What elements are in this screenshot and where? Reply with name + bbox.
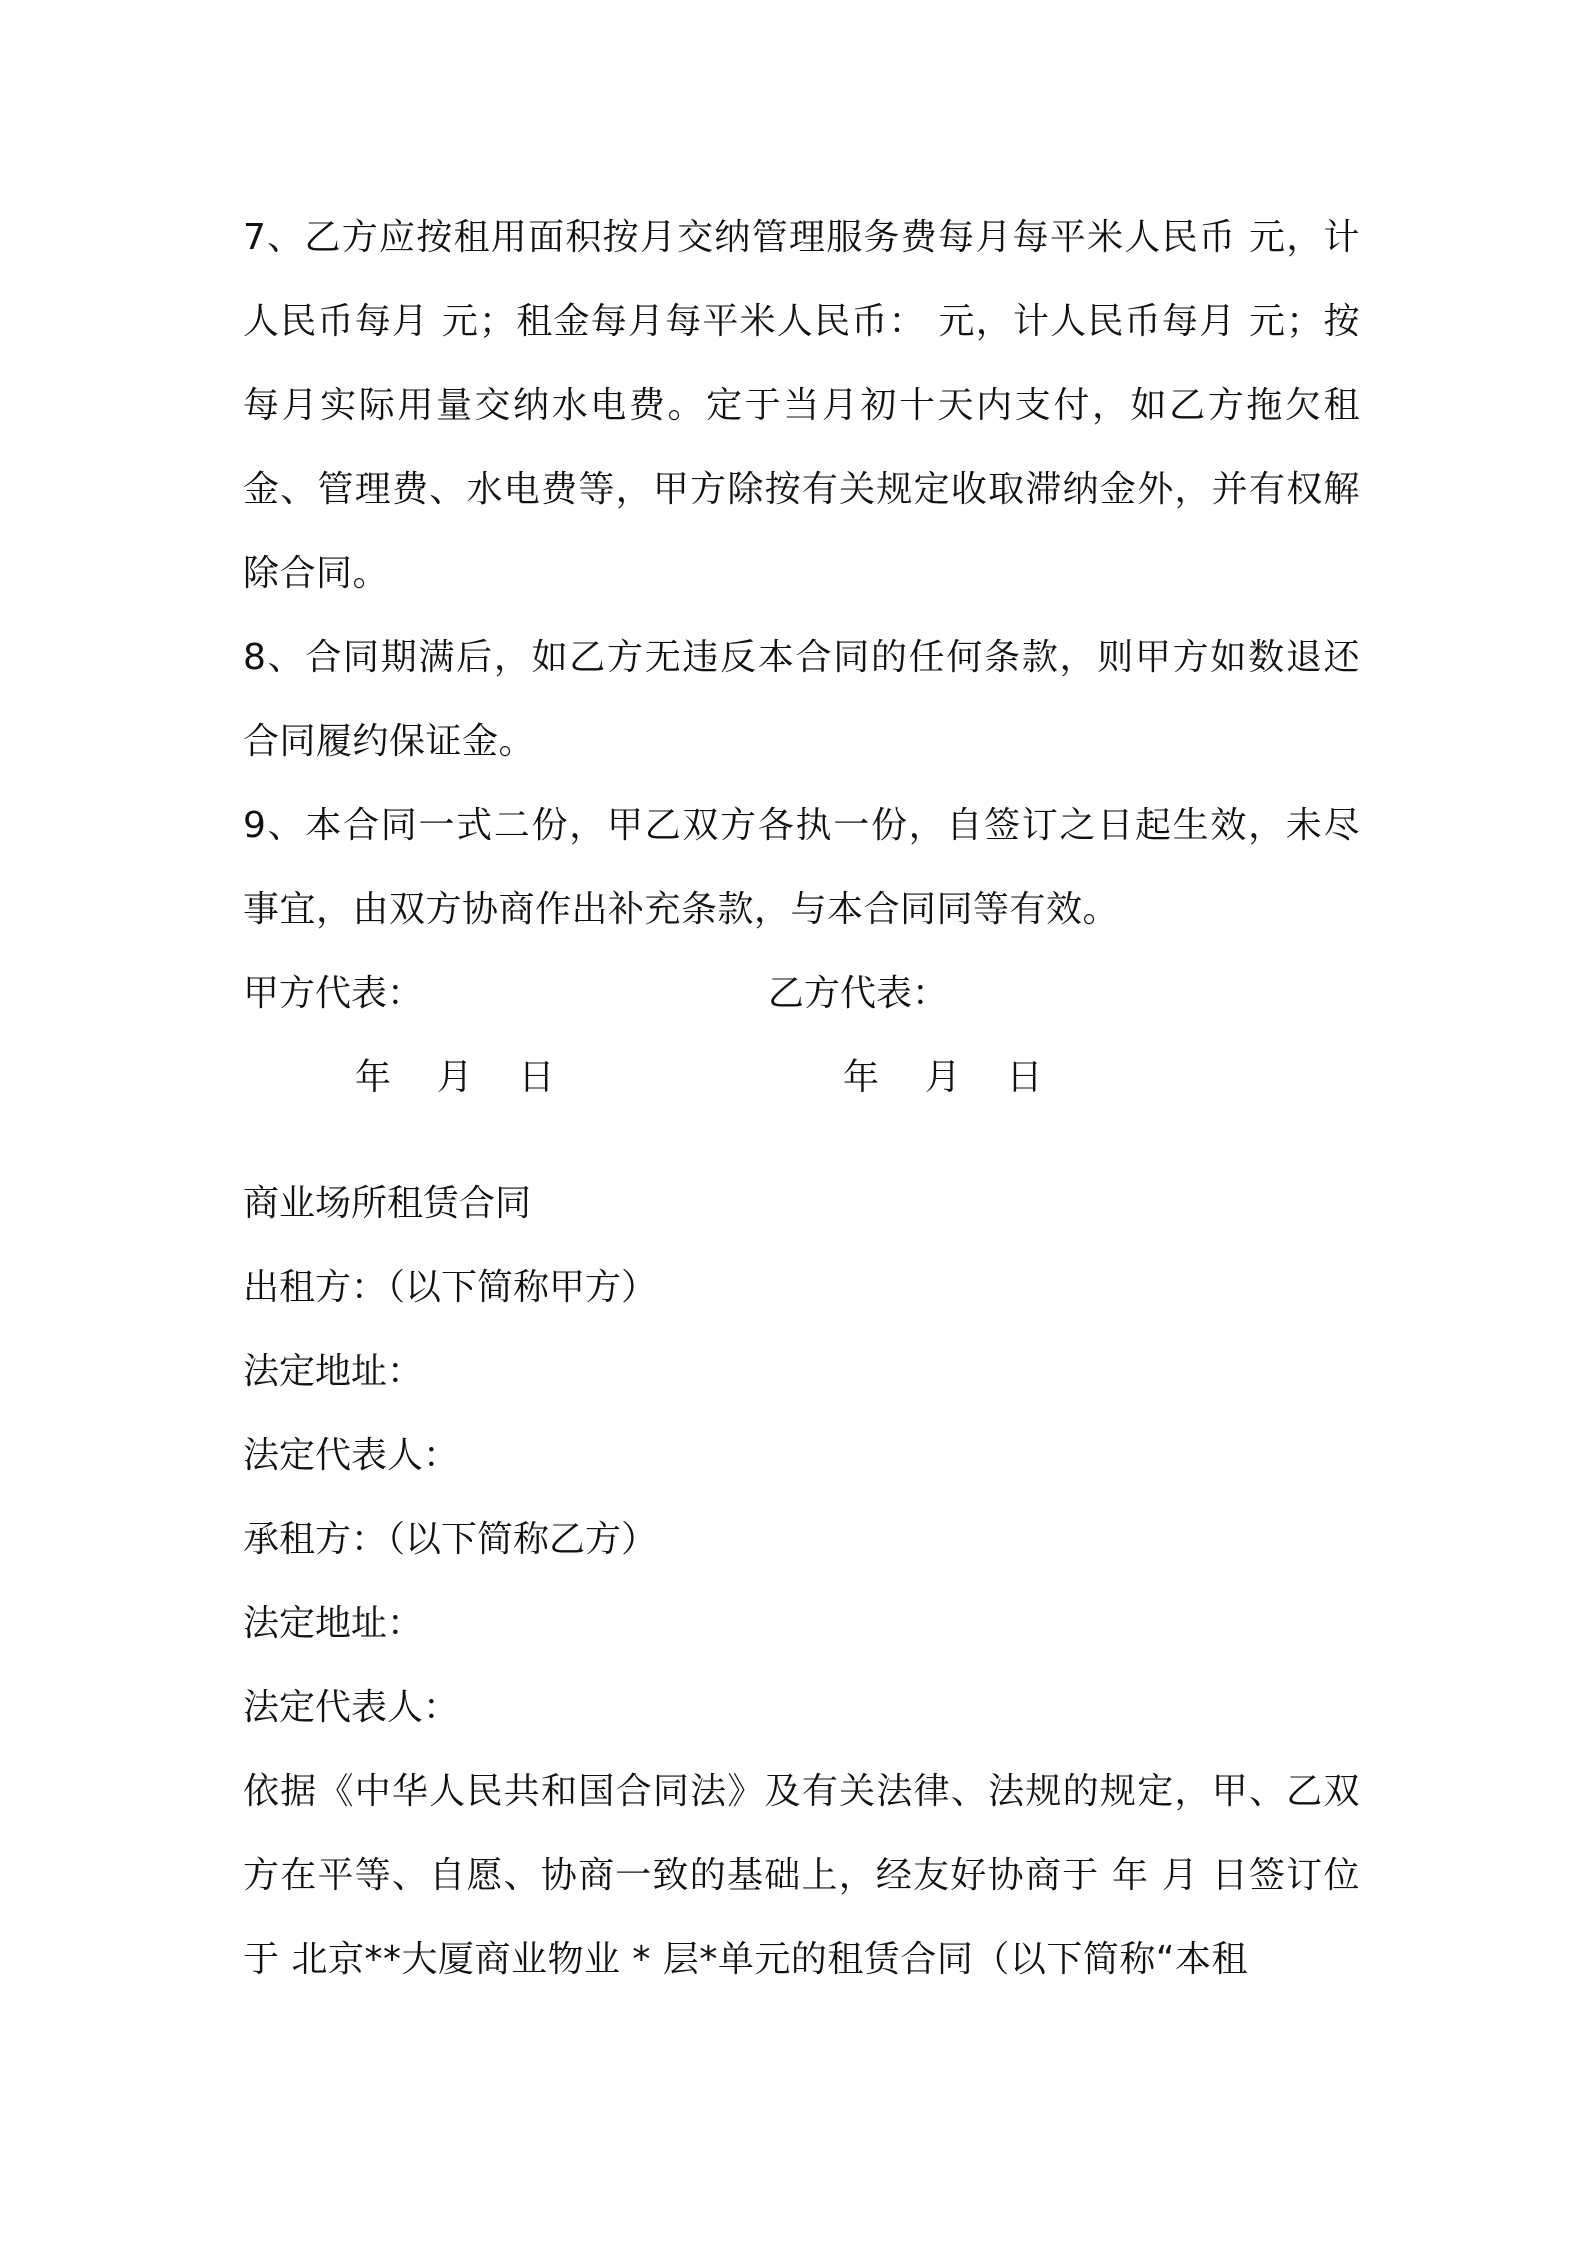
lessee-address-line: 法定地址：	[243, 1603, 424, 1644]
clause-7: 7、乙方应按租用面积按月交纳管理服务费每月每平米人民币 元，计人民币每月 元；租金每月每平米人民币： 元，计人民币每月 元；按每月实际用量交纳水电费。定于当月初十天内支付，如乙方拖欠租金、管理费、水电费等，甲方除按有关规定收取滞纳金外，并有权解除合同。	[243, 217, 1360, 594]
party-a-representative-label: 甲方代表：	[243, 973, 424, 1014]
representatives-row	[243, 952, 1360, 1036]
signature-dates-row	[243, 1036, 1360, 1120]
party-b-representative-label: 乙方代表：	[768, 973, 949, 1014]
clause-8: 8、合同期满后，如乙方无违反本合同的任何条款，则甲方如数退还合同履约保证金。	[243, 637, 1360, 762]
lessee-legal-rep-line: 法定代表人：	[243, 1687, 460, 1728]
clause-9: 9、本合同一式二份，甲乙双方各执一份，自签订之日起生效，未尽事宜，由双方协商作出补充条款，与本合同同等有效。	[243, 805, 1360, 930]
lessee-line: 承租方：（以下简称乙方）	[243, 1519, 658, 1560]
preamble-paragraph: 依据《中华人民共和国合同法》及有关法律、法规的规定，甲、乙双方在平等、自愿、协商一致的基础上，经友好协商于 年 月 日签订位于 北京**大厦商业物业 * 层*单元的租赁合同（以下简称“本租	[243, 1771, 1360, 1980]
contract-title: 商业场所租赁合同	[243, 1183, 532, 1224]
party-a-date: 年 月 日	[355, 1057, 555, 1098]
lessor-address-line: 法定地址：	[243, 1351, 424, 1392]
lessor-legal-rep-line: 法定代表人：	[243, 1435, 460, 1476]
lessor-line: 出租方：（以下简称甲方）	[243, 1267, 658, 1308]
document-body	[243, 196, 1360, 2002]
party-b-date: 年 月 日	[843, 1057, 1043, 1098]
section-spacer	[243, 1120, 1360, 1162]
